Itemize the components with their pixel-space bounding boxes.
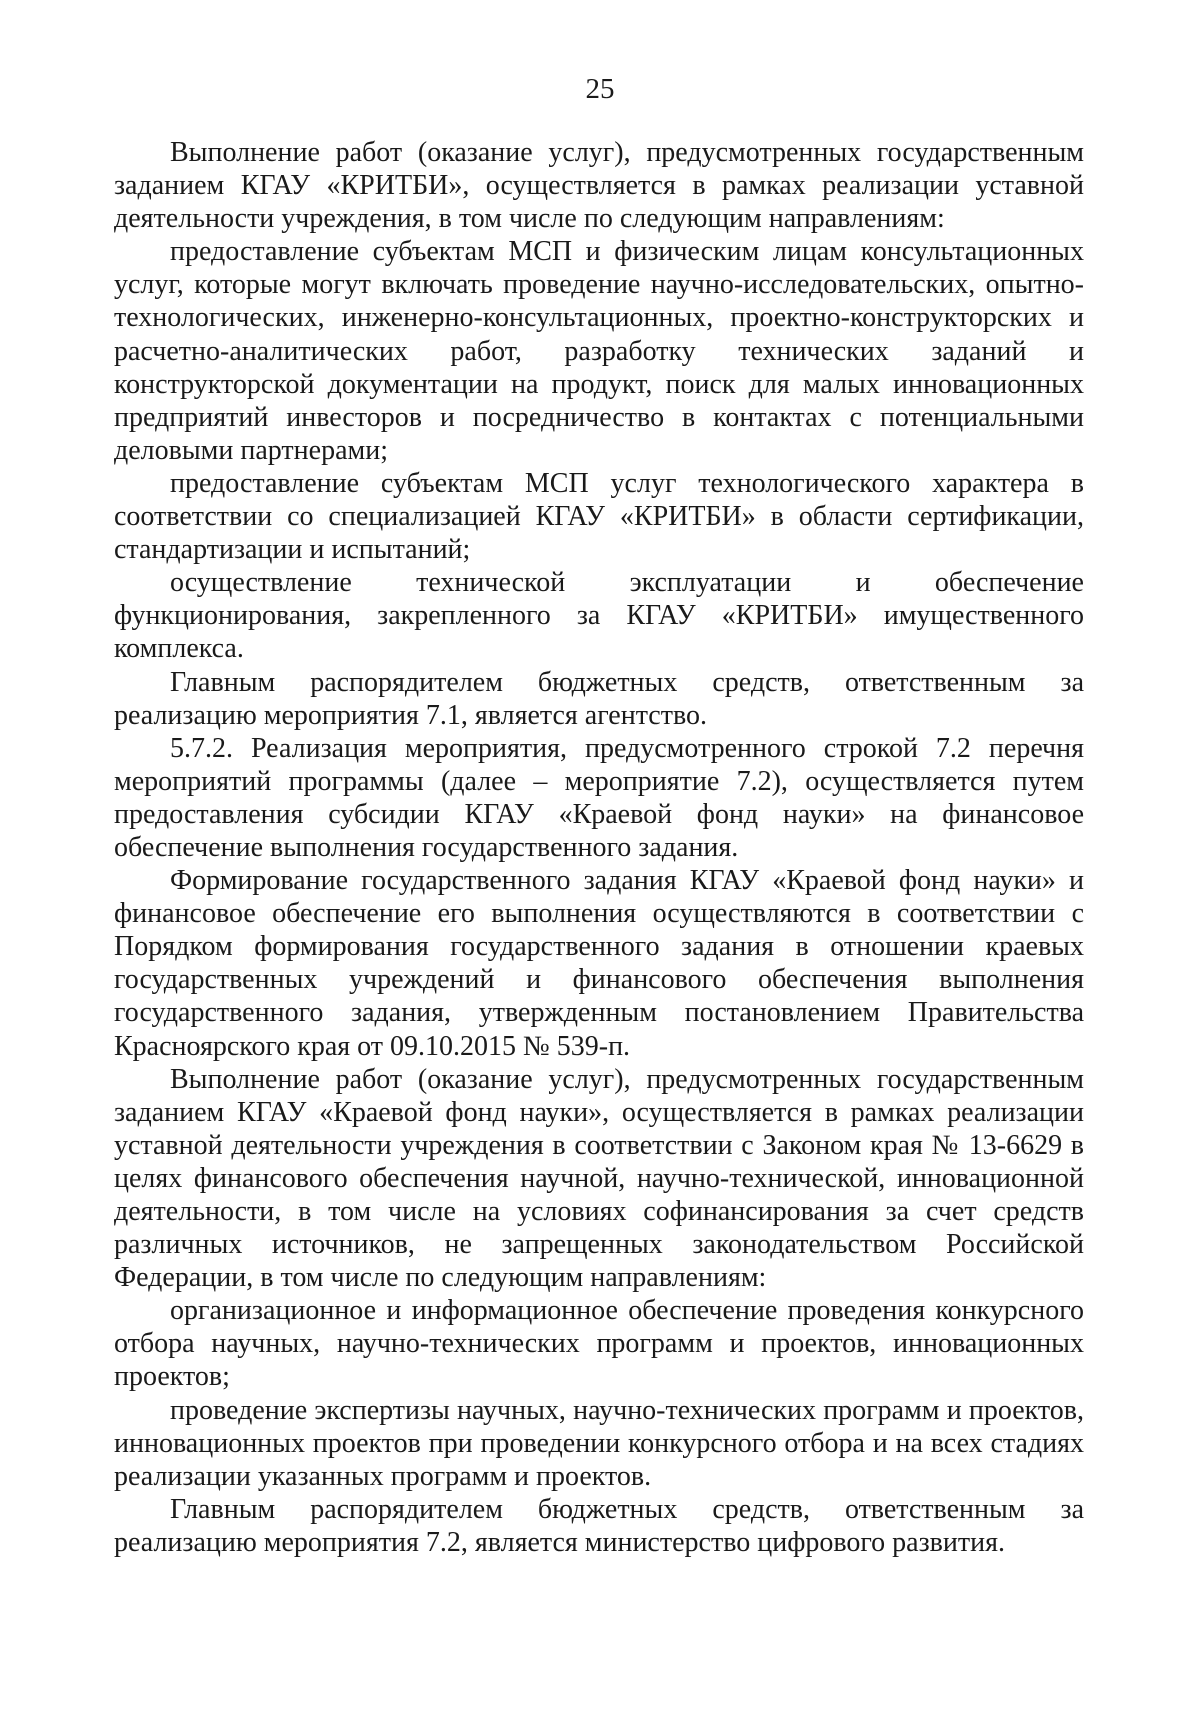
paragraph-budget-manager-7-2: Главным распорядителем бюджетных средств, ответственным за реализацию мероприятия 7.2, является министерство цифрового развития. <box>114 1493 1084 1558</box>
paragraph-works-science-fund-intro: Выполнение работ (оказание услуг), предусмотренных государственным заданием КГАУ «Краевой фонд науки», осуществляется в рамках реализации уставной деятельности учреждения в соответствии с Законом края № 13-6629 в целях финансового обеспечения научной, научно-технической, инновационной деятельности, в том числе на условиях софинансирования за счет средств различных источников, не запрещенных законодательством Российской Федерации, в том числе по следующим направлениям: <box>114 1063 1084 1294</box>
paragraph-consulting-services: предоставление субъектам МСП и физическим лицам консультационных услуг, которые могут включать проведение научно-исследовательских, опытно-технологических, инженерно-консультационных, проектно-конструкторских и расчетно-аналитических работ, разработку технических заданий и конструкторской документации на продукт, поиск для малых инновационных предприятий инвесторов и посредничество в контактах с потенциальными деловыми партнерами; <box>114 236 1084 466</box>
paragraph-technological-services: предоставление субъектам МСП услуг технологического характера в соответствии со специализацией КГАУ «КРИТБИ» в области сертификации, стандартизации и испытаний; <box>114 467 1084 566</box>
paragraph-works-critbi-intro: Выполнение работ (оказание услуг), предусмотренных государственным заданием КГАУ «КРИТБИ», осуществляется в рамках реализации уставной деятельности учреждения, в том числе по следующим направлениям: <box>114 137 1084 235</box>
page-number: 25 <box>585 73 615 105</box>
paragraph-competition-support: организационное и информационное обеспечение проведения конкурсного отбора научных, научно-технических программ и проектов, инновационных проектов; <box>114 1295 1084 1393</box>
paragraph-expert-review: проведение экспертизы научных, научно-технических программ и проектов, инновационных проектов при проведении конкурсного отбора и на всех стадиях реализации указанных программ и проектов. <box>114 1394 1084 1492</box>
paragraph-property-complex: осуществление технической эксплуатации и обеспечение функционирования, закрепленного за КГАУ «КРИТБИ» имущественного комплекса. <box>114 567 1084 665</box>
document-body <box>114 136 1084 1559</box>
paragraph-state-assignment-formation: Формирование государственного задания КГАУ «Краевой фонд науки» и финансовое обеспечение его выполнения осуществляются в соответствии с Порядком формирования государственного задания в отношении краевых государственных учреждений и финансового обеспечения выполнения государственного задания, утвержденным постановлением Правительства Красноярского края от 09.10.2015 № 539-п. <box>114 865 1084 1062</box>
paragraph-section-5-7-2: 5.7.2. Реализация мероприятия, предусмотренного строкой 7.2 перечня мероприятий программы (далее – мероприятие 7.2), осуществляется путем предоставления субсидии КГАУ «Краевой фонд науки» на финансовое обеспечение выполнения государственного задания. <box>114 732 1084 863</box>
paragraph-budget-manager-7-1: Главным распорядителем бюджетных средств, ответственным за реализацию мероприятия 7.1, является агентство. <box>114 666 1084 731</box>
